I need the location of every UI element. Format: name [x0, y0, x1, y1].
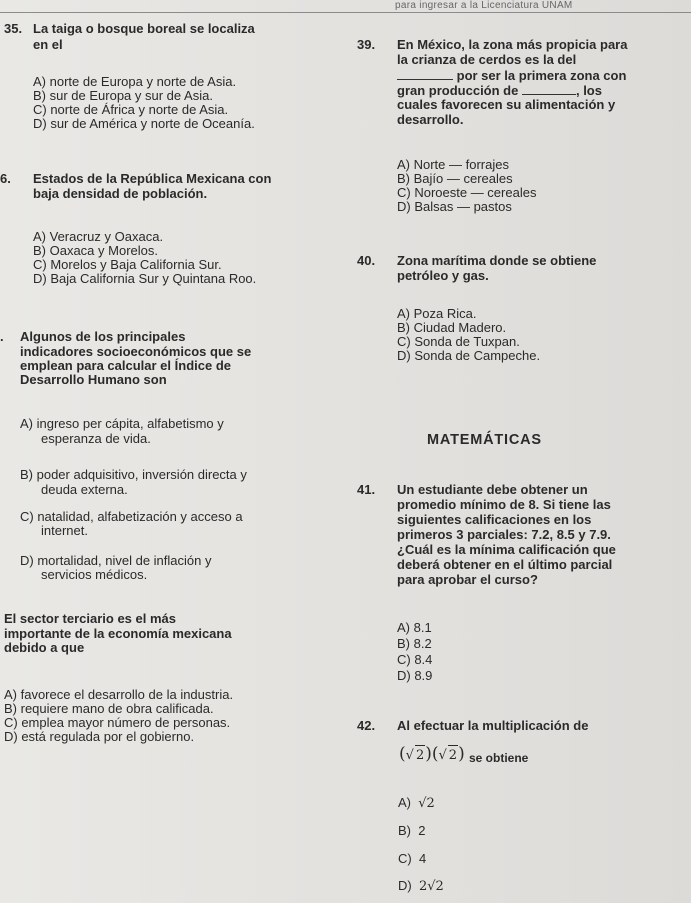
q37-option-c-line1[interactable]: C) natalidad, alfabetización y acceso a — [20, 509, 243, 524]
q35-stem-line1: La taiga o bosque boreal se localiza — [33, 21, 255, 36]
q41-stem-line5: ¿Cuál es la mínima calificación que — [397, 542, 616, 557]
q39-stem-line5: cuales favorecen su alimentación y — [397, 97, 616, 112]
q39-stem-line3 — [397, 68, 626, 82]
q37-stem-line1: Algunos de los principales — [20, 329, 186, 344]
q39-option-a[interactable]: A) Norte — forrajes — [397, 157, 509, 172]
q39-stem-line4-text: gran producción de — [397, 83, 519, 98]
q40-number: 40. — [357, 253, 376, 268]
q41-number: 41. — [357, 482, 376, 497]
q37-option-c-line2: internet. — [41, 523, 88, 538]
q38-stem-line1: El sector terciario es el más — [4, 611, 176, 626]
q38-option-a[interactable]: A) favorece el desarrollo de la industria. — [4, 687, 234, 702]
q37-stem-line4: Desarrollo Humano son — [20, 372, 167, 387]
q42-option-a-value: √2 — [418, 796, 435, 811]
q42-option-a[interactable] — [398, 796, 435, 810]
q39-stem-line4 — [397, 83, 602, 97]
q37-option-a-line1[interactable]: A) ingreso per cápita, alfabetismo y — [20, 416, 224, 431]
q38-option-d[interactable]: D) está regulada por el gobierno. — [4, 729, 195, 744]
q41-stem-line7: para aprobar el curso? — [397, 572, 538, 587]
q36-number: 6. — [0, 171, 11, 186]
q42-option-d[interactable] — [398, 879, 444, 893]
q39-blank-2[interactable] — [522, 83, 576, 95]
q42-sqrt-1: √ 2 — [406, 748, 426, 763]
q39-blank-1[interactable] — [397, 68, 453, 80]
q41-stem-line4: primeros 3 parciales: 7.2, 8.5 y 7.9. — [397, 527, 611, 542]
q42-stem: Al efectuar la multiplicación de — [397, 718, 589, 733]
q38-stem-line3: debido a que — [4, 640, 85, 655]
q35-number: 35. — [4, 21, 23, 36]
q37-number: . — [0, 329, 4, 344]
q39-option-c[interactable]: C) Noroeste — cereales — [397, 185, 537, 200]
header-divider — [0, 12, 691, 13]
q42-option-d-label: D) — [398, 878, 412, 893]
q37-option-d-line2: servicios médicos. — [41, 567, 148, 582]
q42-option-c-label: C) — [398, 851, 412, 866]
q36-stem-line1: Estados de la República Mexicana con — [33, 171, 272, 186]
q42-sqrt-2: √ 2 — [439, 748, 459, 763]
q37-option-b-line1[interactable]: B) poder adquisitivo, inversión directa y — [20, 467, 247, 482]
q35-option-c[interactable]: C) norte de África y norte de Asia. — [33, 102, 229, 117]
q39-stem-line2: la crianza de cerdos es la del — [397, 52, 577, 67]
q40-option-a[interactable]: A) Poza Rica. — [397, 306, 477, 321]
q36-option-a[interactable]: A) Veracruz y Oaxaca. — [33, 229, 164, 244]
q42-option-a-label: A) — [398, 795, 411, 810]
q40-stem-line1: Zona marítima donde se obtiene — [397, 253, 597, 268]
q39-option-d[interactable]: D) Balsas — pastos — [397, 199, 512, 214]
q37-option-b-line2: deuda externa. — [41, 482, 128, 497]
q42-option-d-value: 2√2 — [418, 879, 444, 894]
q40-option-d[interactable]: D) Sonda de Campeche. — [397, 348, 541, 363]
q39-number: 39. — [357, 37, 376, 52]
q41-stem-line6: deberá obtener en el último parcial — [397, 557, 613, 572]
q35-stem-line2: en el — [33, 37, 63, 52]
q35-option-d[interactable]: D) sur de América y norte de Oceanía. — [33, 116, 255, 131]
q42-stem-suffix: se obtiene — [469, 751, 529, 765]
q37-option-d-line1[interactable]: D) mortalidad, nivel de inflación y — [20, 553, 212, 568]
q35-option-b[interactable]: B) sur de Europa y sur de Asia. — [33, 88, 213, 103]
q42-option-b-label: B) — [398, 823, 411, 838]
q36-option-c[interactable]: C) Morelos y Baja California Sur. — [33, 257, 222, 272]
q42-paren-open-2: ( — [431, 744, 439, 764]
q42-paren-close-2: ) — [458, 744, 465, 764]
q42-option-c-value: 4 — [418, 851, 427, 866]
q38-stem-line2: importante de la economía mexicana — [4, 626, 232, 641]
q40-stem-line2: petróleo y gas. — [397, 268, 489, 283]
q41-option-b[interactable]: B) 8.2 — [397, 636, 432, 651]
q41-option-c[interactable]: C) 8.4 — [397, 652, 433, 667]
q42-paren-open-1: ( — [399, 744, 406, 764]
q42-option-c[interactable] — [398, 852, 426, 865]
q36-option-b[interactable]: B) Oaxaca y Morelos. — [33, 243, 158, 258]
q42-option-b-value: 2 — [418, 823, 426, 838]
q42-option-b[interactable] — [398, 824, 425, 837]
q42-paren-close-1: ) — [425, 744, 432, 764]
q42-expression — [399, 744, 465, 766]
q41-stem-line2: promedio mínimo de 8. Si tiene las — [397, 497, 611, 512]
q41-option-a[interactable]: A) 8.1 — [397, 620, 432, 635]
q39-stem-line6: desarrollo. — [397, 112, 464, 127]
page-header: para ingresar a la Licenciatura UNAM — [395, 0, 573, 11]
q41-option-d[interactable]: D) 8.9 — [397, 668, 433, 683]
q40-option-b[interactable]: B) Ciudad Madero. — [397, 320, 507, 335]
q39-stem-line4-suffix: , los — [575, 83, 602, 98]
q39-option-b[interactable]: B) Bajío — cereales — [397, 171, 513, 186]
q39-stem-line1: En México, la zona más propicia para — [397, 37, 628, 52]
q37-stem-line3: emplean para calcular el Índice de — [20, 358, 231, 373]
q37-stem-line2: indicadores socioeconómicos que se — [20, 344, 252, 359]
q42-number: 42. — [357, 718, 376, 733]
q40-option-c[interactable]: C) Sonda de Tuxpan. — [397, 334, 520, 349]
q37-option-a-line2: esperanza de vida. — [41, 431, 151, 446]
q36-stem-line2: baja densidad de población. — [33, 186, 208, 201]
q38-option-b[interactable]: B) requiere mano de obra calificada. — [4, 701, 214, 716]
q35-option-a[interactable]: A) norte de Europa y norte de Asia. — [33, 74, 237, 89]
section-title-matematicas: MATEMÁTICAS — [427, 432, 542, 448]
q39-stem-line3-text: por ser la primera zona con — [456, 68, 627, 83]
q38-option-c[interactable]: C) emplea mayor número de personas. — [4, 715, 231, 730]
q41-stem-line1: Un estudiante debe obtener un — [397, 482, 588, 497]
q36-option-d[interactable]: D) Baja California Sur y Quintana Roo. — [33, 271, 257, 286]
q41-stem-line3: siguientes calificaciones en los — [397, 512, 592, 527]
